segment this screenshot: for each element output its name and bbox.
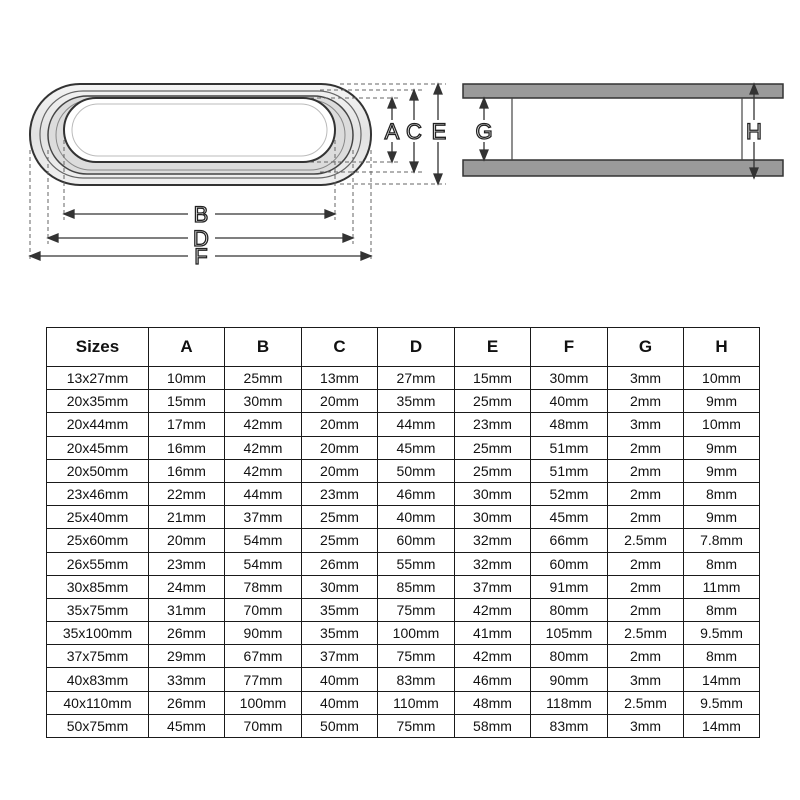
label-d: D [193, 226, 209, 251]
value-cell: 54mm [225, 529, 302, 552]
value-cell: 40mm [302, 668, 378, 691]
value-cell: 66mm [531, 529, 608, 552]
value-cell: 67mm [225, 645, 302, 668]
value-cell: 8mm [684, 598, 760, 621]
value-cell: 45mm [149, 714, 225, 737]
size-cell: 35x100mm [47, 622, 149, 645]
value-cell: 78mm [225, 575, 302, 598]
size-cell: 20x50mm [47, 459, 149, 482]
value-cell: 30mm [455, 482, 531, 505]
value-cell: 10mm [684, 413, 760, 436]
table-row [47, 482, 760, 505]
value-cell: 2mm [608, 552, 684, 575]
value-cell: 35mm [302, 598, 378, 621]
value-cell: 20mm [302, 413, 378, 436]
value-cell: 91mm [531, 575, 608, 598]
label-f: F [194, 244, 208, 269]
value-cell: 42mm [225, 413, 302, 436]
value-cell: 10mm [149, 367, 225, 390]
value-cell: 13mm [302, 367, 378, 390]
table-row [47, 668, 760, 691]
value-cell: 45mm [378, 436, 455, 459]
table-row [47, 622, 760, 645]
value-cell: 8mm [684, 645, 760, 668]
value-cell: 26mm [302, 552, 378, 575]
header-sizes: Sizes [47, 328, 149, 367]
header-h: H [684, 328, 760, 367]
value-cell: 3mm [608, 413, 684, 436]
value-cell: 25mm [455, 459, 531, 482]
size-cell: 40x110mm [47, 691, 149, 714]
size-cell: 25x40mm [47, 506, 149, 529]
size-cell: 20x44mm [47, 413, 149, 436]
value-cell: 2mm [608, 459, 684, 482]
top-flange [463, 84, 783, 98]
grommet-dimension-diagram [0, 0, 800, 300]
size-cell: 37x75mm [47, 645, 149, 668]
value-cell: 105mm [531, 622, 608, 645]
value-cell: 25mm [225, 367, 302, 390]
value-cell: 8mm [684, 482, 760, 505]
value-cell: 42mm [455, 645, 531, 668]
value-cell: 20mm [302, 390, 378, 413]
value-cell: 42mm [225, 436, 302, 459]
size-cell: 26x55mm [47, 552, 149, 575]
value-cell: 32mm [455, 552, 531, 575]
value-cell: 25mm [455, 390, 531, 413]
table-body [47, 367, 760, 738]
value-cell: 3mm [608, 714, 684, 737]
value-cell: 70mm [225, 598, 302, 621]
table-row [47, 529, 760, 552]
value-cell: 46mm [378, 482, 455, 505]
value-cell: 46mm [455, 668, 531, 691]
value-cell: 60mm [531, 552, 608, 575]
table-row [47, 714, 760, 737]
label-b: B [193, 202, 209, 227]
value-cell: 70mm [225, 714, 302, 737]
value-cell: 2mm [608, 436, 684, 459]
value-cell: 77mm [225, 668, 302, 691]
size-cell: 50x75mm [47, 714, 149, 737]
table-row [47, 459, 760, 482]
value-cell: 110mm [378, 691, 455, 714]
size-cell: 35x75mm [47, 598, 149, 621]
table-row [47, 413, 760, 436]
value-cell: 26mm [149, 622, 225, 645]
value-cell: 23mm [149, 552, 225, 575]
value-cell: 2.5mm [608, 622, 684, 645]
value-cell: 26mm [149, 691, 225, 714]
value-cell: 9mm [684, 506, 760, 529]
value-cell: 37mm [225, 506, 302, 529]
header-b: B [225, 328, 302, 367]
value-cell: 50mm [378, 459, 455, 482]
value-cell: 8mm [684, 552, 760, 575]
value-cell: 44mm [378, 413, 455, 436]
value-cell: 48mm [531, 413, 608, 436]
header-c: C [302, 328, 378, 367]
label-g: G [475, 119, 493, 144]
value-cell: 54mm [225, 552, 302, 575]
value-cell: 23mm [302, 482, 378, 505]
value-cell: 51mm [531, 459, 608, 482]
value-cell: 60mm [378, 529, 455, 552]
value-cell: 9mm [684, 390, 760, 413]
value-cell: 30mm [302, 575, 378, 598]
label-h: H [746, 119, 762, 144]
value-cell: 48mm [455, 691, 531, 714]
value-cell: 11mm [684, 575, 760, 598]
table-row [47, 390, 760, 413]
value-cell: 9mm [684, 459, 760, 482]
value-cell: 9mm [684, 436, 760, 459]
value-cell: 35mm [378, 390, 455, 413]
value-cell: 80mm [531, 598, 608, 621]
value-cell: 90mm [225, 622, 302, 645]
value-cell: 9.5mm [684, 622, 760, 645]
size-table [46, 327, 760, 738]
value-cell: 2mm [608, 390, 684, 413]
value-cell: 41mm [455, 622, 531, 645]
size-cell: 20x35mm [47, 390, 149, 413]
value-cell: 44mm [225, 482, 302, 505]
table-row [47, 436, 760, 459]
value-cell: 23mm [455, 413, 531, 436]
size-cell: 30x85mm [47, 575, 149, 598]
value-cell: 75mm [378, 645, 455, 668]
table-row [47, 506, 760, 529]
value-cell: 27mm [378, 367, 455, 390]
value-cell: 118mm [531, 691, 608, 714]
grommet-top-view [30, 84, 371, 185]
value-cell: 100mm [378, 622, 455, 645]
value-cell: 2mm [608, 506, 684, 529]
value-cell: 2mm [608, 482, 684, 505]
value-cell: 37mm [455, 575, 531, 598]
table-row [47, 552, 760, 575]
value-cell: 15mm [455, 367, 531, 390]
size-cell: 20x45mm [47, 436, 149, 459]
size-cell: 40x83mm [47, 668, 149, 691]
label-e: E [431, 119, 447, 144]
value-cell: 25mm [302, 529, 378, 552]
value-cell: 16mm [149, 459, 225, 482]
value-cell: 25mm [302, 506, 378, 529]
value-cell: 40mm [378, 506, 455, 529]
value-cell: 30mm [455, 506, 531, 529]
value-cell: 16mm [149, 436, 225, 459]
value-cell: 3mm [608, 668, 684, 691]
value-cell: 3mm [608, 367, 684, 390]
table-row [47, 598, 760, 621]
value-cell: 20mm [302, 459, 378, 482]
value-cell: 75mm [378, 598, 455, 621]
value-cell: 20mm [149, 529, 225, 552]
value-cell: 24mm [149, 575, 225, 598]
size-cell: 23x46mm [47, 482, 149, 505]
label-a: A [384, 119, 400, 144]
size-cell: 13x27mm [47, 367, 149, 390]
size-cell: 25x60mm [47, 529, 149, 552]
value-cell: 25mm [455, 436, 531, 459]
value-cell: 21mm [149, 506, 225, 529]
value-cell: 2mm [608, 645, 684, 668]
header-e: E [455, 328, 531, 367]
table-row [47, 575, 760, 598]
value-cell: 2.5mm [608, 691, 684, 714]
value-cell: 85mm [378, 575, 455, 598]
table-row [47, 645, 760, 668]
value-cell: 10mm [684, 367, 760, 390]
size-table-container [46, 327, 759, 738]
value-cell: 50mm [302, 714, 378, 737]
value-cell: 80mm [531, 645, 608, 668]
value-cell: 14mm [684, 714, 760, 737]
value-cell: 30mm [225, 390, 302, 413]
inner-hole-outline [64, 98, 335, 162]
header-a: A [149, 328, 225, 367]
value-cell: 83mm [378, 668, 455, 691]
value-cell: 20mm [302, 436, 378, 459]
value-cell: 100mm [225, 691, 302, 714]
value-cell: 58mm [455, 714, 531, 737]
value-cell: 51mm [531, 436, 608, 459]
value-cell: 32mm [455, 529, 531, 552]
value-cell: 17mm [149, 413, 225, 436]
value-cell: 90mm [531, 668, 608, 691]
value-cell: 45mm [531, 506, 608, 529]
grommet-side-view [463, 84, 783, 176]
value-cell: 33mm [149, 668, 225, 691]
header-f: F [531, 328, 608, 367]
value-cell: 42mm [455, 598, 531, 621]
header-d: D [378, 328, 455, 367]
value-cell: 31mm [149, 598, 225, 621]
bottom-flange [463, 160, 783, 176]
label-c: C [406, 119, 422, 144]
value-cell: 22mm [149, 482, 225, 505]
value-cell: 55mm [378, 552, 455, 575]
value-cell: 40mm [302, 691, 378, 714]
value-cell: 30mm [531, 367, 608, 390]
value-cell: 52mm [531, 482, 608, 505]
table-row [47, 691, 760, 714]
table-header-row [47, 328, 760, 367]
value-cell: 42mm [225, 459, 302, 482]
value-cell: 9.5mm [684, 691, 760, 714]
value-cell: 83mm [531, 714, 608, 737]
value-cell: 14mm [684, 668, 760, 691]
value-cell: 2mm [608, 598, 684, 621]
value-cell: 35mm [302, 622, 378, 645]
value-cell: 15mm [149, 390, 225, 413]
value-cell: 29mm [149, 645, 225, 668]
table-row [47, 367, 760, 390]
value-cell: 37mm [302, 645, 378, 668]
value-cell: 40mm [531, 390, 608, 413]
value-cell: 2.5mm [608, 529, 684, 552]
value-cell: 2mm [608, 575, 684, 598]
value-cell: 75mm [378, 714, 455, 737]
value-cell: 7.8mm [684, 529, 760, 552]
header-g: G [608, 328, 684, 367]
